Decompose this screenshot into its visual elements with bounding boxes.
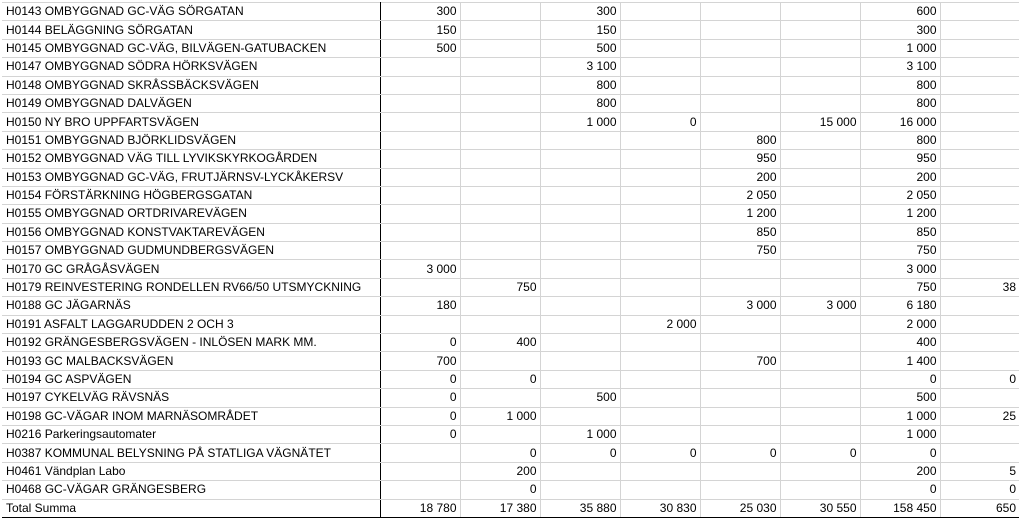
value-cell-col-6[interactable] <box>780 150 860 168</box>
value-cell-col-5[interactable]: 700 <box>700 352 780 370</box>
value-cell-col-1[interactable] <box>380 242 460 260</box>
table-row <box>2 150 1019 168</box>
value-cell-col-3[interactable]: 300 <box>540 3 620 21</box>
value-cell-col-6[interactable] <box>780 315 860 333</box>
value-cell-col-5[interactable] <box>700 462 780 480</box>
value-cell-col-7[interactable]: 1 400 <box>860 352 940 370</box>
value-cell-col-6[interactable] <box>780 186 860 204</box>
project-name-cell[interactable]: H0194 GC ASPVÄGEN <box>2 370 380 388</box>
value-cell-col-8[interactable]: 25 <box>940 407 1019 425</box>
value-cell-col-6[interactable] <box>780 76 860 94</box>
value-cell-col-1[interactable] <box>380 76 460 94</box>
value-cell-col-8[interactable] <box>940 94 1019 112</box>
project-name-cell[interactable]: H0154 FÖRSTÄRKNING HÖGBERGSGATAN <box>2 186 380 204</box>
value-cell-col-7[interactable]: 600 <box>860 3 940 21</box>
value-cell-col-6[interactable] <box>780 278 860 296</box>
value-cell-col-4[interactable] <box>620 242 700 260</box>
value-cell-col-1[interactable] <box>380 444 460 462</box>
value-cell-col-3[interactable]: 800 <box>540 76 620 94</box>
value-cell-col-4[interactable] <box>620 297 700 315</box>
table-body <box>2 3 1019 518</box>
table-row <box>2 58 1019 76</box>
value-cell-col-7[interactable]: 850 <box>860 223 940 241</box>
investment-table <box>2 2 1019 518</box>
value-cell-col-6[interactable] <box>780 370 860 388</box>
value-cell-col-2[interactable] <box>460 389 540 407</box>
value-cell-col-4[interactable] <box>620 278 700 296</box>
value-cell-col-2[interactable]: 0 <box>460 370 540 388</box>
value-cell-col-6[interactable] <box>780 168 860 186</box>
value-cell-col-2[interactable] <box>460 186 540 204</box>
value-cell-col-2[interactable]: 17 380 <box>460 499 540 517</box>
value-cell-col-6[interactable] <box>780 21 860 39</box>
value-cell-col-3[interactable]: 0 <box>540 444 620 462</box>
value-cell-col-7[interactable]: 1 000 <box>860 407 940 425</box>
value-cell-col-5[interactable] <box>700 260 780 278</box>
value-cell-col-7[interactable]: 200 <box>860 462 940 480</box>
value-cell-col-1[interactable]: 180 <box>380 297 460 315</box>
value-cell-col-5[interactable]: 1 200 <box>700 205 780 223</box>
value-cell-col-5[interactable] <box>700 481 780 499</box>
value-cell-col-1[interactable] <box>380 315 460 333</box>
value-cell-col-4[interactable] <box>620 94 700 112</box>
value-cell-col-3[interactable] <box>540 370 620 388</box>
value-cell-col-4[interactable]: 0 <box>620 444 700 462</box>
spreadsheet <box>2 2 1019 518</box>
value-cell-col-2[interactable] <box>460 131 540 149</box>
value-cell-col-1[interactable]: 300 <box>380 3 460 21</box>
value-cell-col-4[interactable] <box>620 352 700 370</box>
value-cell-col-3[interactable] <box>540 315 620 333</box>
value-cell-col-6[interactable] <box>780 223 860 241</box>
value-cell-col-3[interactable]: 35 880 <box>540 499 620 517</box>
value-cell-col-4[interactable] <box>620 389 700 407</box>
project-name-cell[interactable]: H0147 OMBYGGNAD SÖDRA HÖRKSVÄGEN <box>2 58 380 76</box>
value-cell-col-7[interactable]: 800 <box>860 94 940 112</box>
value-cell-col-7[interactable]: 500 <box>860 389 940 407</box>
table-row <box>2 352 1019 370</box>
value-cell-col-5[interactable]: 950 <box>700 150 780 168</box>
value-cell-col-1[interactable]: 0 <box>380 407 460 425</box>
value-cell-col-3[interactable]: 500 <box>540 39 620 57</box>
value-cell-col-6[interactable]: 30 550 <box>780 499 860 517</box>
value-cell-col-4[interactable] <box>620 150 700 168</box>
value-cell-col-2[interactable] <box>460 76 540 94</box>
value-cell-col-7[interactable]: 0 <box>860 444 940 462</box>
value-cell-col-2[interactable]: 200 <box>460 462 540 480</box>
value-cell-col-3[interactable] <box>540 481 620 499</box>
value-cell-col-2[interactable]: 400 <box>460 334 540 352</box>
value-cell-col-1[interactable] <box>380 150 460 168</box>
project-name-cell[interactable]: H0191 ASFALT LAGGARUDDEN 2 OCH 3 <box>2 315 380 333</box>
value-cell-col-5[interactable] <box>700 389 780 407</box>
project-name-cell[interactable]: H0197 CYKELVÄG RÄVSNÄS <box>2 389 380 407</box>
value-cell-col-5[interactable]: 25 030 <box>700 499 780 517</box>
value-cell-col-2[interactable]: 750 <box>460 278 540 296</box>
value-cell-col-6[interactable]: 3 000 <box>780 297 860 315</box>
value-cell-col-7[interactable]: 950 <box>860 150 940 168</box>
value-cell-col-3[interactable]: 1 000 <box>540 113 620 131</box>
project-name-cell[interactable]: H0179 REINVESTERING RONDELLEN RV66/50 UTSMYCKNING <box>2 278 380 296</box>
value-cell-col-2[interactable] <box>460 352 540 370</box>
value-cell-col-6[interactable] <box>780 242 860 260</box>
table-row <box>2 113 1019 131</box>
table-row <box>2 444 1019 462</box>
value-cell-col-1[interactable]: 0 <box>380 389 460 407</box>
project-name-cell[interactable]: H0170 GC GRÅGÅSVÄGEN <box>2 260 380 278</box>
value-cell-col-5[interactable] <box>700 21 780 39</box>
project-name-cell[interactable]: H0461 Vändplan Labo <box>2 462 380 480</box>
value-cell-col-6[interactable]: 15 000 <box>780 113 860 131</box>
value-cell-col-8[interactable] <box>940 444 1019 462</box>
project-name-cell[interactable]: H0145 OMBYGGNAD GC-VÄG, BILVÄGEN-GATUBACKEN <box>2 39 380 57</box>
value-cell-col-5[interactable]: 800 <box>700 131 780 149</box>
value-cell-col-3[interactable] <box>540 352 620 370</box>
value-cell-col-6[interactable] <box>780 131 860 149</box>
value-cell-col-5[interactable]: 3 000 <box>700 297 780 315</box>
value-cell-col-3[interactable] <box>540 168 620 186</box>
value-cell-col-2[interactable] <box>460 315 540 333</box>
value-cell-col-6[interactable] <box>780 389 860 407</box>
value-cell-col-8[interactable] <box>940 389 1019 407</box>
value-cell-col-2[interactable] <box>460 150 540 168</box>
table-row <box>2 186 1019 204</box>
value-cell-col-4[interactable] <box>620 370 700 388</box>
table-row <box>2 242 1019 260</box>
value-cell-col-1[interactable]: 0 <box>380 425 460 443</box>
table-row <box>2 425 1019 443</box>
project-name-cell[interactable]: H0198 GC-VÄGAR INOM MARNÄSOMRÅDET <box>2 407 380 425</box>
table-row <box>2 131 1019 149</box>
table-row <box>2 462 1019 480</box>
project-name-cell[interactable]: H0152 OMBYGGNAD VÄG TILL LYVIKSKYRKOGÅRDEN <box>2 150 380 168</box>
value-cell-col-8[interactable] <box>940 113 1019 131</box>
value-cell-col-1[interactable] <box>380 131 460 149</box>
value-cell-col-3[interactable]: 3 100 <box>540 58 620 76</box>
value-cell-col-8[interactable] <box>940 131 1019 149</box>
value-cell-col-8[interactable] <box>940 242 1019 260</box>
value-cell-col-4[interactable] <box>620 205 700 223</box>
table-row <box>2 481 1019 499</box>
value-cell-col-8[interactable]: 5 <box>940 462 1019 480</box>
value-cell-col-6[interactable] <box>780 407 860 425</box>
value-cell-col-7[interactable]: 158 450 <box>860 499 940 517</box>
table-row <box>2 205 1019 223</box>
value-cell-col-5[interactable] <box>700 94 780 112</box>
table-row <box>2 315 1019 333</box>
value-cell-col-2[interactable] <box>460 297 540 315</box>
value-cell-col-2[interactable] <box>460 39 540 57</box>
value-cell-col-4[interactable] <box>620 334 700 352</box>
value-cell-col-3[interactable] <box>540 242 620 260</box>
value-cell-col-8[interactable] <box>940 315 1019 333</box>
value-cell-col-4[interactable] <box>620 3 700 21</box>
project-name-cell[interactable]: H0188 GC JÄGARNÄS <box>2 297 380 315</box>
value-cell-col-1[interactable] <box>380 113 460 131</box>
value-cell-col-7[interactable]: 2 050 <box>860 186 940 204</box>
value-cell-col-3[interactable]: 800 <box>540 94 620 112</box>
value-cell-col-4[interactable] <box>620 168 700 186</box>
value-cell-col-4[interactable] <box>620 21 700 39</box>
value-cell-col-7[interactable]: 16 000 <box>860 113 940 131</box>
value-cell-col-2[interactable] <box>460 94 540 112</box>
value-cell-col-3[interactable] <box>540 131 620 149</box>
value-cell-col-6[interactable]: 0 <box>780 444 860 462</box>
value-cell-col-2[interactable] <box>460 425 540 443</box>
value-cell-col-1[interactable]: 700 <box>380 352 460 370</box>
value-cell-col-3[interactable]: 150 <box>540 21 620 39</box>
value-cell-col-4[interactable] <box>620 39 700 57</box>
table-row <box>2 76 1019 94</box>
value-cell-col-5[interactable] <box>700 58 780 76</box>
value-cell-col-5[interactable]: 750 <box>700 242 780 260</box>
value-cell-col-2[interactable] <box>460 58 540 76</box>
value-cell-col-6[interactable] <box>780 260 860 278</box>
value-cell-col-5[interactable] <box>700 3 780 21</box>
project-name-cell[interactable]: H0148 OMBYGGNAD SKRÅSSBÄCKSVÄGEN <box>2 76 380 94</box>
value-cell-col-7[interactable]: 1 000 <box>860 39 940 57</box>
value-cell-col-5[interactable] <box>700 425 780 443</box>
project-name-cell[interactable]: H0192 GRÄNGESBERGSVÄGEN - INLÖSEN MARK MM. <box>2 334 380 352</box>
value-cell-col-1[interactable] <box>380 168 460 186</box>
value-cell-col-3[interactable]: 500 <box>540 389 620 407</box>
value-cell-col-8[interactable]: 650 <box>940 499 1019 517</box>
value-cell-col-1[interactable]: 0 <box>380 334 460 352</box>
value-cell-col-2[interactable]: 0 <box>460 481 540 499</box>
value-cell-col-1[interactable]: 500 <box>380 39 460 57</box>
value-cell-col-7[interactable]: 3 100 <box>860 58 940 76</box>
value-cell-col-1[interactable]: 150 <box>380 21 460 39</box>
value-cell-col-7[interactable]: 750 <box>860 278 940 296</box>
value-cell-col-5[interactable] <box>700 39 780 57</box>
value-cell-col-7[interactable]: 1 200 <box>860 205 940 223</box>
value-cell-col-2[interactable] <box>460 205 540 223</box>
value-cell-col-3[interactable] <box>540 407 620 425</box>
value-cell-col-4[interactable] <box>620 131 700 149</box>
value-cell-col-7[interactable]: 0 <box>860 481 940 499</box>
value-cell-col-5[interactable] <box>700 334 780 352</box>
table-row <box>2 21 1019 39</box>
value-cell-col-6[interactable] <box>780 425 860 443</box>
value-cell-col-3[interactable] <box>540 150 620 168</box>
value-cell-col-4[interactable] <box>620 425 700 443</box>
table-row <box>2 407 1019 425</box>
value-cell-col-3[interactable] <box>540 462 620 480</box>
table-row <box>2 370 1019 388</box>
value-cell-col-7[interactable]: 800 <box>860 76 940 94</box>
value-cell-col-3[interactable]: 1 000 <box>540 425 620 443</box>
value-cell-col-8[interactable] <box>940 21 1019 39</box>
value-cell-col-8[interactable]: 0 <box>940 370 1019 388</box>
value-cell-col-8[interactable] <box>940 76 1019 94</box>
project-name-cell[interactable]: H0144 BELÄGGNING SÖRGATAN <box>2 21 380 39</box>
value-cell-col-7[interactable]: 800 <box>860 131 940 149</box>
value-cell-col-8[interactable] <box>940 352 1019 370</box>
value-cell-col-1[interactable] <box>380 278 460 296</box>
value-cell-col-6[interactable] <box>780 462 860 480</box>
value-cell-col-1[interactable] <box>380 205 460 223</box>
value-cell-col-4[interactable]: 0 <box>620 113 700 131</box>
value-cell-col-8[interactable] <box>940 205 1019 223</box>
value-cell-col-4[interactable]: 2 000 <box>620 315 700 333</box>
value-cell-col-4[interactable] <box>620 407 700 425</box>
value-cell-col-6[interactable] <box>780 352 860 370</box>
table-row <box>2 389 1019 407</box>
value-cell-col-2[interactable] <box>460 113 540 131</box>
value-cell-col-5[interactable] <box>700 113 780 131</box>
project-name-cell[interactable]: H0143 OMBYGGNAD GC-VÄG SÖRGATAN <box>2 3 380 21</box>
project-name-cell[interactable]: H0155 OMBYGGNAD ORTDRIVAREVÄGEN <box>2 205 380 223</box>
value-cell-col-8[interactable] <box>940 223 1019 241</box>
value-cell-col-3[interactable] <box>540 260 620 278</box>
value-cell-col-8[interactable] <box>940 260 1019 278</box>
value-cell-col-7[interactable]: 400 <box>860 334 940 352</box>
project-name-cell[interactable]: H0150 NY BRO UPPFARTSVÄGEN <box>2 113 380 131</box>
value-cell-col-5[interactable]: 200 <box>700 168 780 186</box>
value-cell-col-7[interactable]: 2 000 <box>860 315 940 333</box>
value-cell-col-3[interactable] <box>540 334 620 352</box>
value-cell-col-8[interactable] <box>940 297 1019 315</box>
table-row <box>2 297 1019 315</box>
value-cell-col-4[interactable] <box>620 462 700 480</box>
value-cell-col-7[interactable]: 1 000 <box>860 425 940 443</box>
value-cell-col-2[interactable] <box>460 21 540 39</box>
value-cell-col-4[interactable] <box>620 481 700 499</box>
value-cell-col-6[interactable] <box>780 94 860 112</box>
project-name-cell[interactable]: H0193 GC MALBACKSVÄGEN <box>2 352 380 370</box>
project-name-cell[interactable]: H0149 OMBYGGNAD DALVÄGEN <box>2 94 380 112</box>
project-name-cell[interactable]: H0387 KOMMUNAL BELYSNING PÅ STATLIGA VÄGNÄTET <box>2 444 380 462</box>
value-cell-col-7[interactable]: 200 <box>860 168 940 186</box>
value-cell-col-1[interactable] <box>380 58 460 76</box>
value-cell-col-3[interactable] <box>540 205 620 223</box>
value-cell-col-8[interactable] <box>940 150 1019 168</box>
value-cell-col-8[interactable] <box>940 39 1019 57</box>
value-cell-col-1[interactable] <box>380 94 460 112</box>
value-cell-col-4[interactable] <box>620 58 700 76</box>
value-cell-col-6[interactable] <box>780 334 860 352</box>
value-cell-col-8[interactable]: 38 <box>940 278 1019 296</box>
value-cell-col-2[interactable] <box>460 223 540 241</box>
value-cell-col-7[interactable]: 3 000 <box>860 260 940 278</box>
table-row <box>2 94 1019 112</box>
value-cell-col-8[interactable] <box>940 186 1019 204</box>
value-cell-col-7[interactable]: 0 <box>860 370 940 388</box>
project-name-cell[interactable]: H0157 OMBYGGNAD GUDMUNDBERGSVÄGEN <box>2 242 380 260</box>
value-cell-col-5[interactable]: 850 <box>700 223 780 241</box>
value-cell-col-4[interactable] <box>620 260 700 278</box>
value-cell-col-6[interactable] <box>780 205 860 223</box>
value-cell-col-5[interactable]: 0 <box>700 444 780 462</box>
value-cell-col-8[interactable] <box>940 425 1019 443</box>
value-cell-col-1[interactable]: 0 <box>380 370 460 388</box>
table-row <box>2 278 1019 296</box>
total-label[interactable]: Total Summa <box>2 499 380 517</box>
table-row <box>2 334 1019 352</box>
value-cell-col-2[interactable] <box>460 3 540 21</box>
value-cell-col-5[interactable] <box>700 370 780 388</box>
value-cell-col-7[interactable]: 750 <box>860 242 940 260</box>
value-cell-col-2[interactable] <box>460 168 540 186</box>
value-cell-col-3[interactable] <box>540 223 620 241</box>
value-cell-col-5[interactable] <box>700 315 780 333</box>
value-cell-col-6[interactable] <box>780 58 860 76</box>
value-cell-col-4[interactable]: 30 830 <box>620 499 700 517</box>
table-row <box>2 168 1019 186</box>
value-cell-col-1[interactable] <box>380 223 460 241</box>
value-cell-col-3[interactable] <box>540 186 620 204</box>
project-name-cell[interactable]: H0468 GC-VÄGAR GRÄNGESBERG <box>2 481 380 499</box>
table-row <box>2 3 1019 21</box>
value-cell-col-2[interactable] <box>460 260 540 278</box>
value-cell-col-8[interactable]: 0 <box>940 481 1019 499</box>
total-row <box>2 499 1019 517</box>
value-cell-col-8[interactable] <box>940 168 1019 186</box>
value-cell-col-3[interactable] <box>540 278 620 296</box>
value-cell-col-4[interactable] <box>620 186 700 204</box>
value-cell-col-8[interactable] <box>940 58 1019 76</box>
value-cell-col-2[interactable]: 0 <box>460 444 540 462</box>
value-cell-col-2[interactable] <box>460 242 540 260</box>
project-name-cell[interactable]: H0151 OMBYGGNAD BJÖRKLIDSVÄGEN <box>2 131 380 149</box>
value-cell-col-1[interactable]: 18 780 <box>380 499 460 517</box>
value-cell-col-5[interactable] <box>700 278 780 296</box>
value-cell-col-6[interactable] <box>780 3 860 21</box>
value-cell-col-5[interactable]: 2 050 <box>700 186 780 204</box>
value-cell-col-7[interactable]: 6 180 <box>860 297 940 315</box>
value-cell-col-2[interactable]: 1 000 <box>460 407 540 425</box>
value-cell-col-4[interactable] <box>620 76 700 94</box>
value-cell-col-7[interactable]: 300 <box>860 21 940 39</box>
project-name-cell[interactable]: H0216 Parkeringsautomater <box>2 425 380 443</box>
value-cell-col-5[interactable] <box>700 76 780 94</box>
table-row <box>2 260 1019 278</box>
value-cell-col-1[interactable] <box>380 186 460 204</box>
table-row <box>2 223 1019 241</box>
value-cell-col-3[interactable] <box>540 297 620 315</box>
value-cell-col-1[interactable]: 3 000 <box>380 260 460 278</box>
value-cell-col-1[interactable] <box>380 481 460 499</box>
value-cell-col-8[interactable] <box>940 334 1019 352</box>
project-name-cell[interactable]: H0156 OMBYGGNAD KONSTVAKTAREVÄGEN <box>2 223 380 241</box>
value-cell-col-6[interactable] <box>780 481 860 499</box>
value-cell-col-8[interactable] <box>940 3 1019 21</box>
value-cell-col-4[interactable] <box>620 223 700 241</box>
value-cell-col-6[interactable] <box>780 39 860 57</box>
table-row <box>2 39 1019 57</box>
value-cell-col-5[interactable] <box>700 407 780 425</box>
value-cell-col-1[interactable] <box>380 462 460 480</box>
project-name-cell[interactable]: H0153 OMBYGGNAD GC-VÄG, FRUTJÄRNSV-LYCKÅKERSV <box>2 168 380 186</box>
